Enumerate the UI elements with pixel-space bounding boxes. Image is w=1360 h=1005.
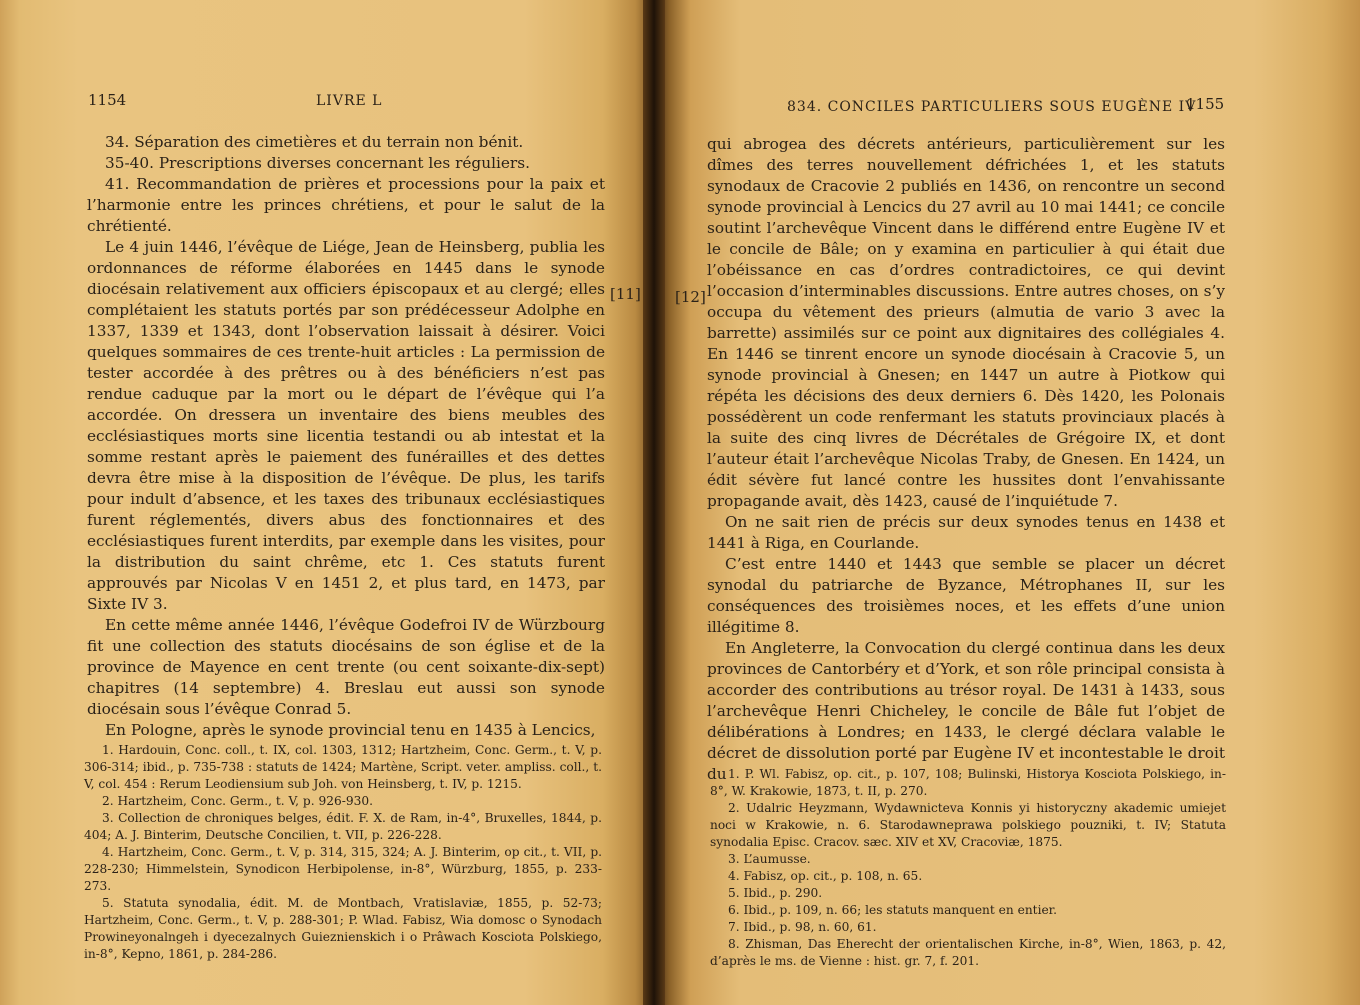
footnote: 4. Hartzheim, Conc. Germ., t. V, p. 314, 315, 324; A. J. Binterim, op cit., t. VII, p. 228-230; Himmelstein, Synodicon Herbipolense, in-8°, Würzburg, 1855, p. 233-273. <box>84 845 602 893</box>
paragraph: Le 4 juin 1446, l’évêque de Liége, Jean de Heinsberg, publia les ordonnances de réforme élaborées en 1445 dans le synode diocésain relativement aux officiers épiscopaux et au clergé; elles complétaient les statuts portés par son prédécesseur Adolphe en 1337, 1339 et 1343, dont l’observation laissait à désirer. Voici quelques sommaires de ces trente-huit articles : La permission de tester accordée à des prêtres ou à des bénéficiers n’est pas rendue caduque par la mort ou le départ de l’évêque qui l’a accordée. On dressera un inventaire des biens meubles des ecclésiastiques morts sine licentia testandi ou ab intestat et la somme restant après le paiement des funérailles et des dettes devra être mise à la disposition de l’évêque. De plus, les tarifs pour indult d’absence, et les taxes des tribunaux ecclésiastiques furent réglementés, divers abus des fonctionnaires et des ecclésiastiques furent interdits, par exemple dans les visites, pour la distribution du saint chrême, etc 1. Ces statuts furent approuvés par Nicolas V en 1451 2, et plus tard, en 1473, par Sixte IV 3. <box>87 238 605 613</box>
paragraph: 34. Séparation des cimetières et du terrain non bénit. <box>105 133 524 151</box>
running-head: 834. CONCILES PARTICULIERS SOUS EUGÈNE IV <box>787 99 1197 115</box>
footnote: 2. Hartzheim, Conc. Germ., t. V, p. 926-930. <box>102 794 373 808</box>
footnote: 6. Ibid., p. 109, n. 66; les statuts manquent en entier. <box>728 903 1058 917</box>
paragraph: 35-40. Prescriptions diverses concernant les réguliers. <box>105 154 530 172</box>
paragraph: En Pologne, après le synode provincial tenu en 1435 à Lencics, <box>105 721 596 739</box>
page-marker: [11] <box>610 285 641 303</box>
right-page <box>655 0 1360 1005</box>
left-page <box>0 0 655 1005</box>
running-head: LIVRE L <box>316 93 383 109</box>
body-text <box>707 134 1225 785</box>
body-text <box>87 132 605 741</box>
paragraph: En Angleterre, la Convocation du clergé continua dans les deux provinces de Cantorbéry et d’York, et son rôle principal consista à accorder des contributions au trésor royal. De 1431 à 1433, sous l’archevêque Henri Chicheley, le concile de Bâle fut l’objet de délibérations à Londres; en 1433, le clergé déclara valable le décret de dissolution porté par Eugène IV et incontestable le droit du <box>707 639 1225 783</box>
footnote: 2. Udalric Heyzmann, Wydawnicteva Konnis yi historyczny akademic umiejet noci w Krakowie, n. 6. Starodawneprawa polskiego pouzniki, t. IV; Statuta synodalia Episc. Cracov. sæc. XIV et XV, Cracoviæ, 1875. <box>710 801 1226 849</box>
footnote: 7. Ibid., p. 98, n. 60, 61. <box>728 920 877 934</box>
footnotes <box>710 766 1226 970</box>
footnote: 3. Collection de chroniques belges, édit. F. X. de Ram, in-4°, Bruxelles, 1844, p. 404; A. J. Binterim, Deutsche Concilien, t. VII, p. 226-228. <box>84 811 602 842</box>
page-number: 1155 <box>1186 95 1225 113</box>
book-gutter <box>643 0 665 1005</box>
footnote: 1. P. Wl. Fabisz, op. cit., p. 107, 108; Bulinski, Historya Kosciota Polskiego, in-8°, W. Krakowie, 1873, t. II, p. 270. <box>710 767 1226 798</box>
paragraph: 41. Recommandation de prières et processions pour la paix et l’harmonie entre les princes chrétiens, et pour le salut de la chrétienté. <box>87 175 605 235</box>
footnote: 5. Ibid., p. 290. <box>728 886 823 900</box>
footnote: 5. Statuta synodalia, édit. M. de Montbach, Vratislaviæ, 1855, p. 52-73; Hartzheim, Conc. Germ., t. V, p. 288-301; P. Wlad. Fabisz, Wia domosc o Synodach Prowineyonalngeh i dyecezalnych Guieznienskich i o Prâwach Kosciota Polskiego, in-8°, Kepno, 1861, p. 284-286. <box>84 896 602 961</box>
paragraph: On ne sait rien de précis sur deux synodes tenus en 1438 et 1441 à Riga, en Courlande. <box>707 513 1225 552</box>
paragraph: En cette même année 1446, l’évêque Godefroi IV de Würzbourg fit une collection des statuts diocésains de son église et de la province de Mayence en cent trente (ou cent soixante-dix-sept) chapitres (14 septembre) 4. Breslau eut aussi son synode diocésain sous l’évêque Conrad 5. <box>87 616 605 718</box>
page-number: 1154 <box>88 91 127 109</box>
paragraph: qui abrogea des décrets antérieurs, particulièrement sur les dîmes des terres nouvellement défrichées 1, et les statuts synodaux de Cracovie 2 publiés en 1436, on rencontre un second synode provincial à Lencics du 27 avril au 10 mai 1441; ce concile soutint l’archevêque Vincent dans le différend entre Eugène IV et le concile de Bâle; on y examina en particulier à qui était due l’obéissance en cas d’ordres contradictoires, ce qui devint l’occasion d’interminables discussions. Entre autres choses, on s’y occupa du vêtement des prieurs (almutia de vario 3 avec la barrette) assimilés sur ce point aux dignitaires des collégiales 4. En 1446 se tinrent encore un synode diocésain à Cracovie 5, un synode provincial à Gnesen; en 1447 un autre à Piotkow qui répéta les décisions des deux derniers 6. Dès 1420, les Polonais possédèrent un code renfermant les statuts provinciaux placés à la suite des cinq livres de Décrétales de Grégoire IX, et dont l’auteur était l’archevêque Nicolas Traby, de Gnesen. En 1424, un édit sévère fut lancé contre les hussites dont l’envahissante propagande avait, dès 1423, causé de l’inquiétude 7. <box>707 135 1225 510</box>
footnote: 4. Fabisz, op. cit., p. 108, n. 65. <box>728 869 923 883</box>
page-marker: [12] <box>675 288 706 306</box>
footnote: 8. Zhisman, Das Eherecht der orientalischen Kirche, in-8°, Wien, 1863, p. 42, d’après le ms. de Vienne : hist. gr. 7, f. 201. <box>710 937 1226 968</box>
footnote: 3. L’aumusse. <box>728 852 811 866</box>
footnotes <box>84 742 602 963</box>
footnote: 1. Hardouin, Conc. coll., t. IX, col. 1303, 1312; Hartzheim, Conc. Germ., t. V, p. 306-314; ibid., p. 735-738 : statuts de 1424; Martène, Script. veter. ampliss. coll., t. V, col. 454 : Rerum Leodiensium sub Joh. von Heinsberg, t. IV, p. 1215. <box>84 743 602 791</box>
paragraph: C’est entre 1440 et 1443 que semble se placer un décret synodal du patriarche de Byzance, Métrophanes II, sur les conséquences des troisièmes noces, et les effets d’une union illégitime 8. <box>707 555 1225 636</box>
